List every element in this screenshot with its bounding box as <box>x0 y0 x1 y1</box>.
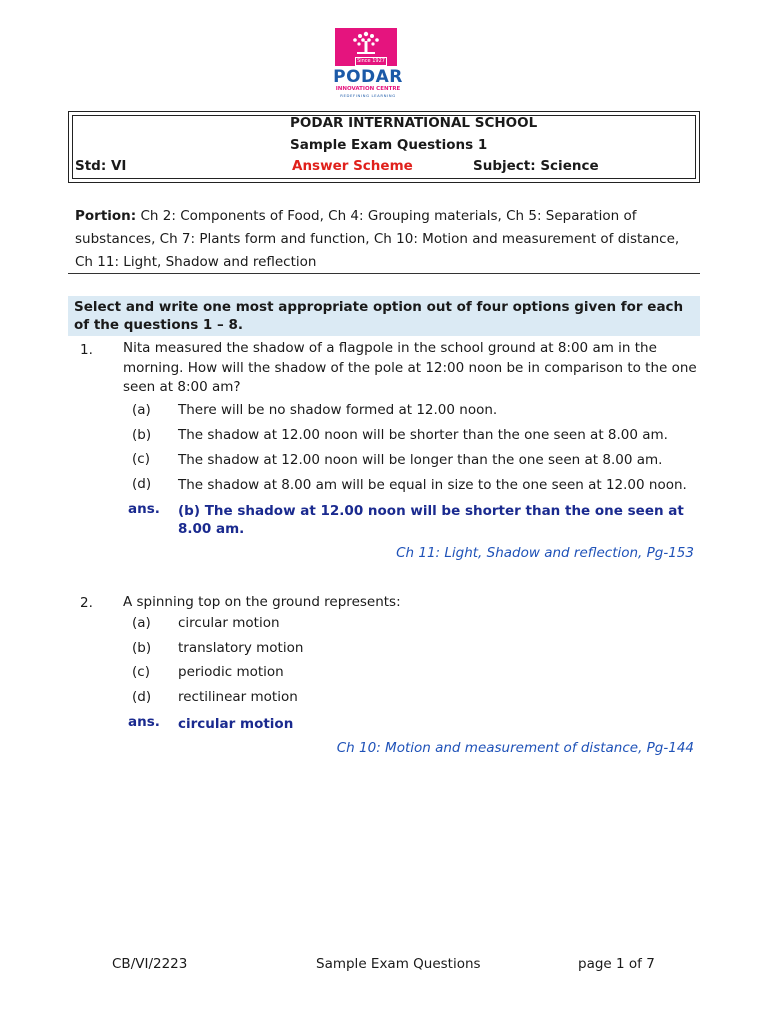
option-text: translatory motion <box>178 640 304 656</box>
portion-text <box>75 205 700 274</box>
option-text: rectilinear motion <box>178 689 298 705</box>
question-number: 2. <box>80 595 93 611</box>
footer-code: CB/VI/2223 <box>112 956 188 972</box>
answer-text: circular motion <box>178 716 294 732</box>
option-text: The shadow at 8.00 am will be equal in size to the one seen at 12.00 noon. <box>178 477 687 493</box>
option-label: (b) <box>132 427 152 443</box>
question-text: A spinning top on the ground represents: <box>123 594 401 610</box>
option-text: periodic motion <box>178 664 284 680</box>
portion-label: Portion: <box>75 208 137 224</box>
exam-title: Sample Exam Questions 1 <box>290 137 488 153</box>
brand-name: PODAR <box>333 67 403 87</box>
question-text: Nita measured the shadow of a flagpole in the school ground at 8:00 am in the morning. How will the shadow of the pole at 12:00 noon be in comparison to the one seen at 8:00 am? <box>123 340 697 395</box>
option-text: circular motion <box>178 615 280 631</box>
option-text: There will be no shadow formed at 12.00 noon. <box>178 402 498 418</box>
chapter-reference: Ch 11: Light, Shadow and reflection, Pg-153 <box>396 545 694 561</box>
divider <box>68 273 700 274</box>
option-label: (a) <box>132 615 151 631</box>
chapter-reference: Ch 10: Motion and measurement of distance, Pg-144 <box>336 740 694 756</box>
question-number: 1. <box>80 342 93 358</box>
option-text: The shadow at 12.00 noon will be shorter than the one seen at 8.00 am. <box>178 427 668 443</box>
option-text: The shadow at 12.00 noon will be longer than the one seen at 8.00 am. <box>178 452 663 468</box>
answer-label: ans. <box>128 501 160 517</box>
instruction-banner <box>68 296 700 336</box>
podar-logo <box>332 28 404 100</box>
page-number: page 1 of 7 <box>578 956 655 972</box>
logo-emblem <box>335 28 397 66</box>
instruction-text: Select and write one most appropriate option out of four options given for each of the questions 1 – 8. <box>74 299 684 333</box>
subject-label: Subject: Science <box>473 158 599 174</box>
answer-label: ans. <box>128 714 160 730</box>
option-label: (d) <box>132 476 152 492</box>
footer-title: Sample Exam Questions <box>316 956 481 972</box>
school-name: PODAR INTERNATIONAL SCHOOL <box>290 115 538 131</box>
since-badge: Since 1927 <box>355 57 387 66</box>
answer-scheme-label: Answer Scheme <box>292 158 413 174</box>
option-label: (d) <box>132 689 152 705</box>
option-label: (a) <box>132 402 151 418</box>
answer-text: (b) The shadow at 12.00 noon will be shorter than the one seen at 8.00 am. <box>178 503 684 537</box>
option-label: (c) <box>132 451 150 467</box>
option-label: (b) <box>132 640 152 656</box>
option-label: (c) <box>132 664 150 680</box>
portion-chapters: Ch 2: Components of Food, Ch 4: Grouping materials, Ch 5: Separation of substances, Ch 7: Plants form and function, Ch 10: Motion and measurement of distance, Ch 11: Light, Shadow and reflection <box>75 208 680 270</box>
brand-subtitle: INNOVATION CENTRE <box>335 86 401 92</box>
std-label: Std: VI <box>75 158 127 174</box>
tree-icon <box>335 28 397 58</box>
brand-tagline: REDEFINING LEARNING <box>340 93 396 98</box>
